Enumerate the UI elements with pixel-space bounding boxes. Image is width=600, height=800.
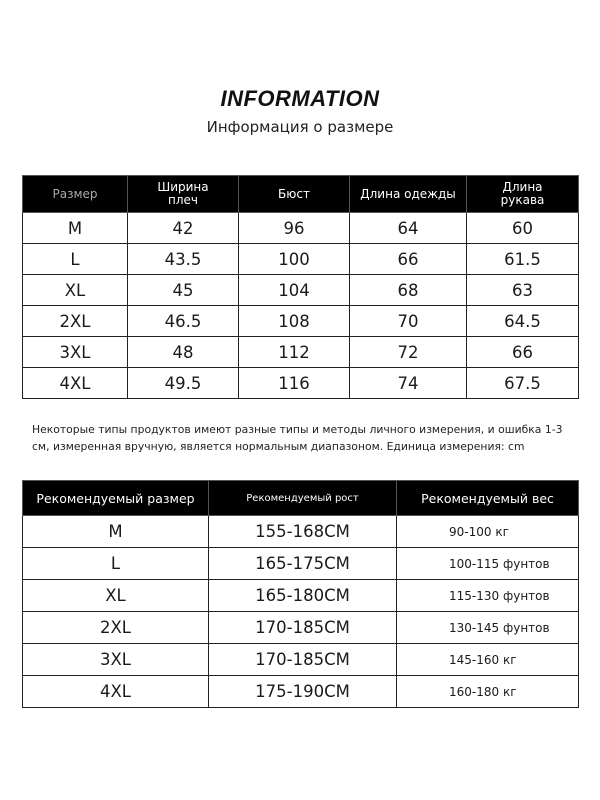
cell-sleeve: 63 (467, 275, 579, 306)
cell-weight: 130-145 фунтов (397, 612, 579, 644)
cell-sleeve: 61.5 (467, 244, 579, 275)
cell-height: 165-175CM (209, 548, 397, 580)
cell-height: 155-168CM (209, 516, 397, 548)
cell-bust: 104 (239, 275, 350, 306)
cell-length: 70 (350, 306, 467, 337)
cell-height: 165-180CM (209, 580, 397, 612)
cell-size: 3XL (23, 337, 128, 368)
measurement-note: Некоторые типы продуктов имеют разные типы и методы личного измерения, и ошибка 1-3 см, измеренная вручную, является нормальным диапазоном. Единица измерения: cm (32, 423, 563, 453)
cell-shoulder: 45 (128, 275, 239, 306)
header-length: Длина одежды (350, 176, 467, 213)
header-bust: Бюст (239, 176, 350, 213)
cell-shoulder: 49.5 (128, 368, 239, 399)
cell-shoulder: 43.5 (128, 244, 239, 275)
cell-sleeve: 60 (467, 213, 579, 244)
cell-length: 68 (350, 275, 467, 306)
cell-weight: 115-130 фунтов (397, 580, 579, 612)
header-recommended-size: Рекомендуемый размер (23, 481, 209, 516)
cell-bust: 116 (239, 368, 350, 399)
page-title: INFORMATION (220, 86, 380, 111)
cell-size: 4XL (23, 368, 128, 399)
size-chart-header-row (23, 176, 579, 213)
table-row (23, 213, 579, 244)
header-sleeve-length (467, 176, 579, 213)
cell-sleeve: 67.5 (467, 368, 579, 399)
cell-size: L (23, 244, 128, 275)
page-subtitle: Информация о размере (206, 118, 394, 136)
cell-sleeve: 64.5 (467, 306, 579, 337)
cell-bust: 96 (239, 213, 350, 244)
cell-bust: 112 (239, 337, 350, 368)
cell-length: 64 (350, 213, 467, 244)
cell-length: 72 (350, 337, 467, 368)
cell-weight: 160-180 кг (397, 676, 579, 708)
recommendation-header-row (23, 481, 579, 516)
table-row (23, 337, 579, 368)
cell-bust: 108 (239, 306, 350, 337)
header-shoulder-width-label: Ширина плеч (157, 180, 209, 207)
cell-size: XL (23, 275, 128, 306)
cell-shoulder: 42 (128, 213, 239, 244)
header-size: Размер (23, 176, 128, 213)
cell-weight: 145-160 кг (397, 644, 579, 676)
table-row (23, 676, 579, 708)
cell-size: M (23, 516, 209, 548)
cell-size: XL (23, 580, 209, 612)
table-row (23, 644, 579, 676)
header-recommended-height: Рекомендуемый рост (209, 481, 397, 516)
cell-height: 170-185CM (209, 644, 397, 676)
cell-size: 4XL (23, 676, 209, 708)
cell-length: 74 (350, 368, 467, 399)
cell-weight: 100-115 фунтов (397, 548, 579, 580)
cell-bust: 100 (239, 244, 350, 275)
cell-length: 66 (350, 244, 467, 275)
table-row (23, 244, 579, 275)
cell-height: 170-185CM (209, 612, 397, 644)
cell-size: 3XL (23, 644, 209, 676)
table-row (23, 612, 579, 644)
recommendation-table (22, 480, 579, 708)
cell-height: 175-190CM (209, 676, 397, 708)
header-recommended-weight: Рекомендуемый вес (397, 481, 579, 516)
header-shoulder-width (128, 176, 239, 213)
table-row (23, 548, 579, 580)
table-row (23, 516, 579, 548)
table-row (23, 368, 579, 399)
size-chart-table (22, 175, 579, 399)
header-sleeve-length-label: Длина рукава (500, 180, 545, 207)
cell-size: L (23, 548, 209, 580)
table-row (23, 275, 579, 306)
cell-shoulder: 48 (128, 337, 239, 368)
cell-shoulder: 46.5 (128, 306, 239, 337)
cell-sleeve: 66 (467, 337, 579, 368)
table-row (23, 580, 579, 612)
cell-size: 2XL (23, 306, 128, 337)
cell-size: M (23, 213, 128, 244)
cell-weight: 90-100 кг (397, 516, 579, 548)
cell-size: 2XL (23, 612, 209, 644)
table-row (23, 306, 579, 337)
